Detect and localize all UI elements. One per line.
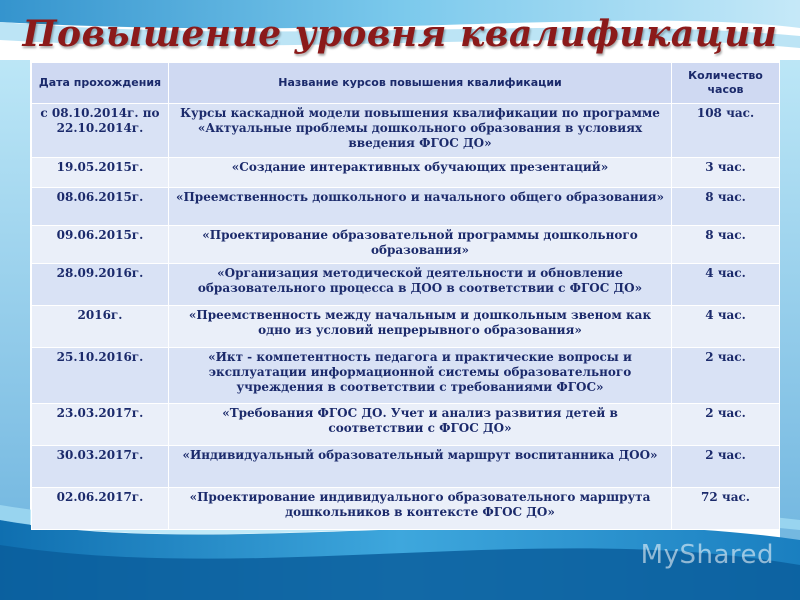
table-row <box>32 348 780 404</box>
cell-date: 09.06.2015г. <box>32 226 169 264</box>
cell-course-name: «Требования ФГОС ДО. Учет и анализ развития детей в соответствии с ФГОС ДО» <box>169 404 672 446</box>
cell-course-name: «Проектирование образовательной программы дошкольного образования» <box>169 226 672 264</box>
cell-course-name: «Икт - компетентность педагога и практические вопросы и эксплуатации информационной системы образовательного учреждения в соответствии с требованиями ФГОС» <box>169 348 672 404</box>
table-row <box>32 104 780 158</box>
cell-date: 23.03.2017г. <box>32 404 169 446</box>
table-header-row <box>32 63 780 104</box>
cell-date: 30.03.2017г. <box>32 446 169 488</box>
table-row <box>32 226 780 264</box>
cell-course-name: «Преемственность дошкольного и начального общего образования» <box>169 188 672 226</box>
cell-hours: 8 час. <box>672 188 780 226</box>
cell-date: 19.05.2015г. <box>32 158 169 188</box>
cell-hours: 3 час. <box>672 158 780 188</box>
cell-date: 02.06.2017г. <box>32 488 169 530</box>
cell-hours: 2 час. <box>672 446 780 488</box>
table-row <box>32 264 780 306</box>
cell-course-name: Курсы каскадной модели повышения квалификации по программе «Актуальные проблемы дошкольного образования в условиях введения ФГОС ДО» <box>169 104 672 158</box>
cell-date: 08.06.2015г. <box>32 188 169 226</box>
courses-table-wrapper <box>31 62 779 530</box>
cell-date: 28.09.2016г. <box>32 264 169 306</box>
table-row <box>32 188 780 226</box>
cell-course-name: «Преемственность между начальным и дошкольным звеном как одно из условий непрерывного образования» <box>169 306 672 348</box>
table-row <box>32 488 780 530</box>
header-course-name: Название курсов повышения квалификации <box>169 63 672 104</box>
cell-course-name: «Создание интерактивных обучающих презентаций» <box>169 158 672 188</box>
table-row <box>32 306 780 348</box>
cell-hours: 72 час. <box>672 488 780 530</box>
cell-date: 2016г. <box>32 306 169 348</box>
watermark-logo: MyShared <box>640 540 774 570</box>
cell-date: с 08.10.2014г. по 22.10.2014г. <box>32 104 169 158</box>
header-hours: Количество часов <box>672 63 780 104</box>
table-row <box>32 446 780 488</box>
cell-date: 25.10.2016г. <box>32 348 169 404</box>
cell-hours: 4 час. <box>672 306 780 348</box>
cell-course-name: «Организация методической деятельности и обновление образовательного процесса в ДОО в соответствии с ФГОС ДО» <box>169 264 672 306</box>
cell-hours: 2 час. <box>672 404 780 446</box>
cell-course-name: «Проектирование индивидуального образовательного маршрута дошкольников в контексте ФГОС ДО» <box>169 488 672 530</box>
cell-course-name: «Индивидуальный образовательный маршрут воспитанника ДОО» <box>169 446 672 488</box>
cell-hours: 4 час. <box>672 264 780 306</box>
header-date: Дата прохождения <box>32 63 169 104</box>
page-title: Повышение уровня квалификации <box>22 13 778 55</box>
courses-table <box>31 62 780 530</box>
cell-hours: 108 час. <box>672 104 780 158</box>
table-row <box>32 158 780 188</box>
table-row <box>32 404 780 446</box>
cell-hours: 8 час. <box>672 226 780 264</box>
cell-hours: 2 час. <box>672 348 780 404</box>
